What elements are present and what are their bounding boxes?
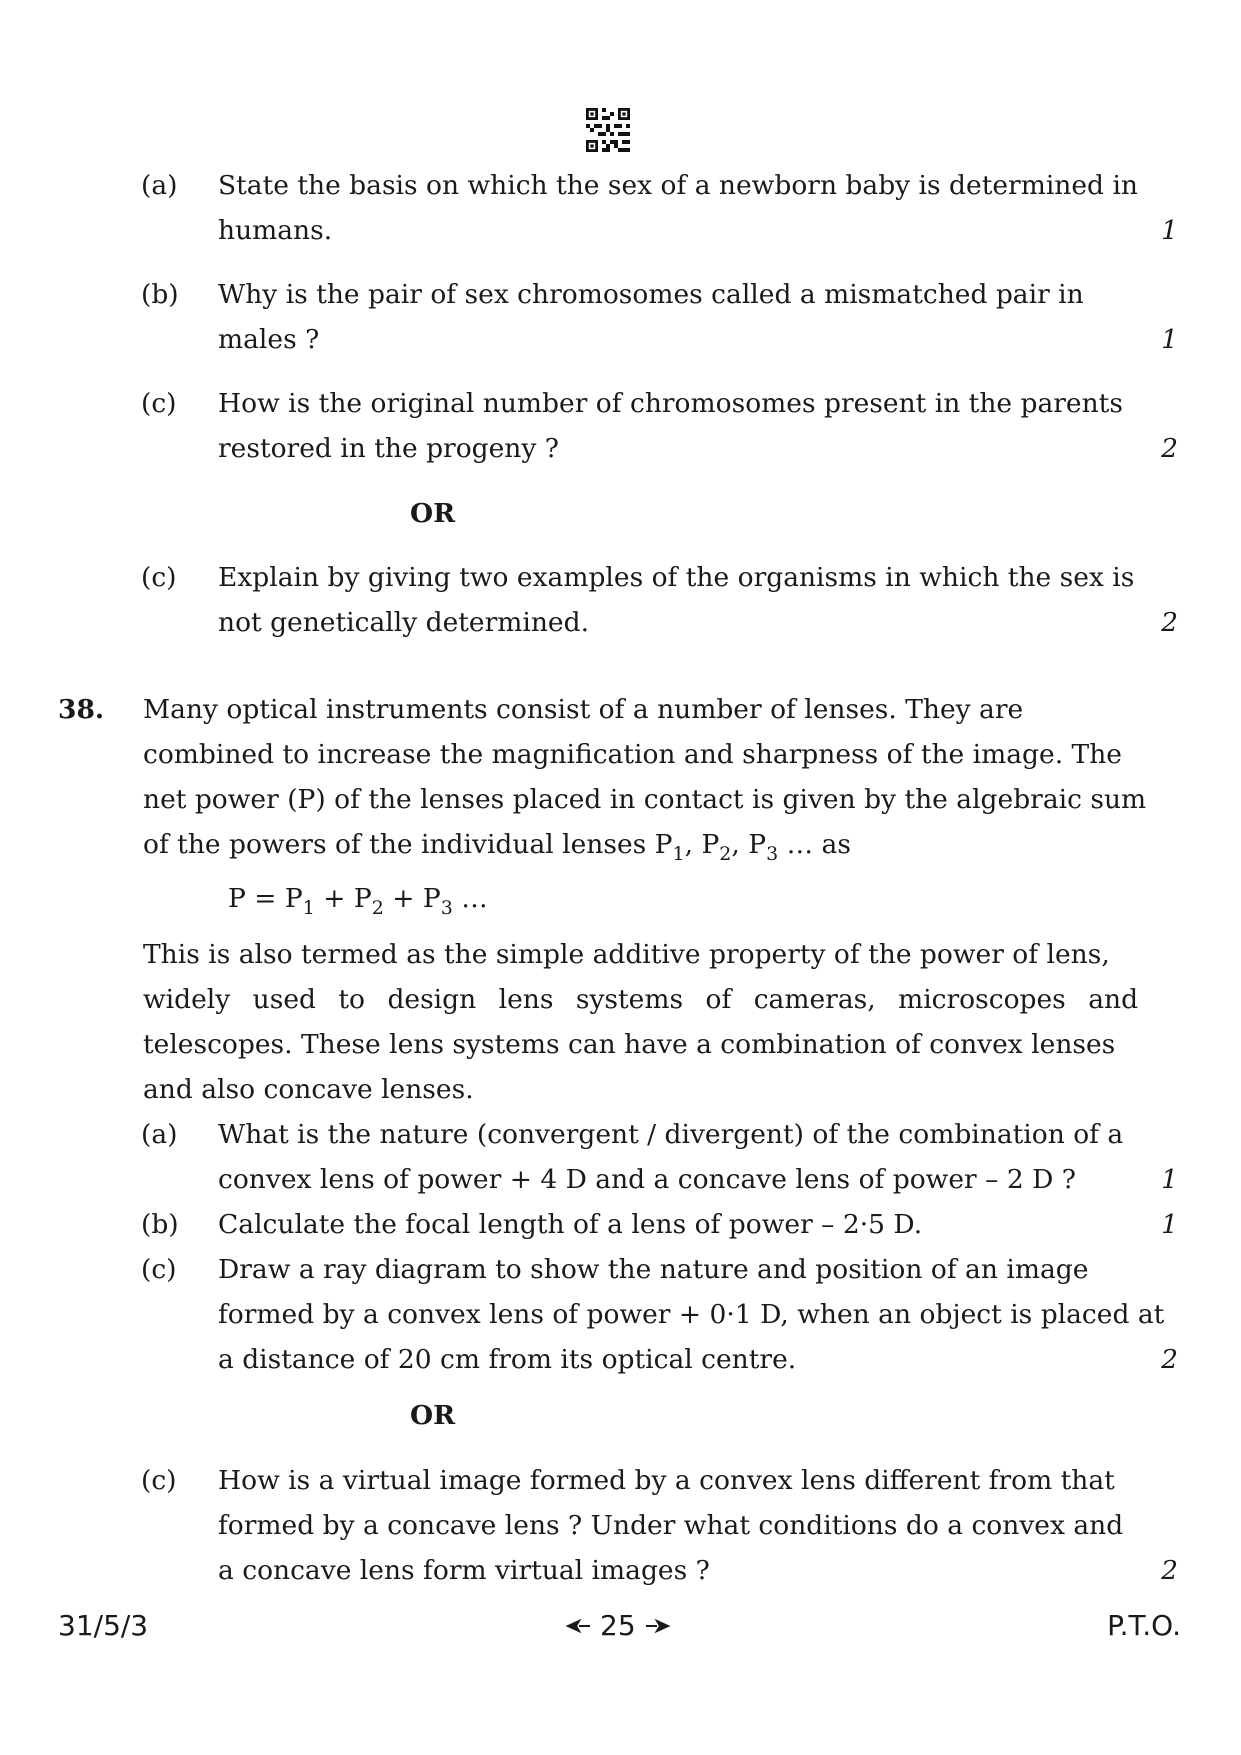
- q37-a-marks: 1: [1161, 215, 1178, 246]
- q37-b-text-line1: Why is the pair of sex chromosomes called a mismatched pair in: [218, 279, 1084, 310]
- q37-b-label: (b): [141, 279, 179, 310]
- q38-b-text-line1: Calculate the focal length of a lens of power – 2·5 D.: [218, 1209, 923, 1240]
- q37-c-alt-text-line2: not genetically determined.: [218, 607, 589, 638]
- q37-a-text-line1: State the basis on which the sex of a newborn baby is determined in: [218, 170, 1138, 201]
- q38-c-alt-text-line3: a concave lens form virtual images ?: [218, 1555, 710, 1586]
- ornament-right-icon: [644, 1618, 670, 1634]
- q38-intro-line3: net power (P) of the lenses placed in contact is given by the algebraic sum: [143, 784, 1147, 815]
- page-number: 25: [600, 1609, 636, 1642]
- q37-a-label: (a): [141, 170, 178, 201]
- q38-a-marks: 1: [1161, 1164, 1178, 1195]
- q38-c-marks: 2: [1161, 1344, 1178, 1375]
- q38-formula: $P = P_1 + P_2 + P_3$ …: [228, 883, 488, 919]
- q38-number: 38.: [58, 694, 105, 725]
- q38-para2-line4: and also concave lenses.: [143, 1074, 474, 1105]
- q38-intro-line4: of the powers of the individual lenses $P_1$, $P_2$, $P_3$ … as: [143, 829, 851, 865]
- q38-a-label: (a): [141, 1119, 178, 1150]
- q38-c-alt-text-line1: How is a virtual image formed by a convex lens different from that: [218, 1465, 1115, 1496]
- q37-a-text-line2: humans.: [218, 215, 333, 246]
- q38-c-alt-label: (c): [141, 1465, 177, 1496]
- q38-para2-line1: This is also termed as the simple additive property of the power of lens,: [143, 939, 1110, 970]
- q37-c-marks: 2: [1161, 433, 1178, 464]
- q38-c-label: (c): [141, 1254, 177, 1285]
- q37-or-divider: OR: [410, 498, 456, 529]
- q37-c-alt-label: (c): [141, 562, 177, 593]
- q37-c-alt-marks: 2: [1161, 607, 1178, 638]
- q38-a-text-line2: convex lens of power + 4 D and a concave lens of power – 2 D ?: [218, 1164, 1076, 1195]
- q38-para2-line2: widely used to design lens systems of cameras, microscopes and: [143, 984, 1139, 1015]
- footer-page-number: [566, 1609, 670, 1642]
- q38-a-text-line1: What is the nature (convergent / divergent) of the combination of a: [218, 1119, 1124, 1150]
- q38-para2-line3: telescopes. These lens systems can have a combination of convex lenses: [143, 1029, 1116, 1060]
- q38-c-text-line1: Draw a ray diagram to show the nature and position of an image: [218, 1254, 1089, 1285]
- q38-c-text-line3: a distance of 20 cm from its optical centre.: [218, 1344, 797, 1375]
- q38-intro-line2: combined to increase the magnification and sharpness of the image. The: [143, 739, 1122, 770]
- q37-c-text-line1: How is the original number of chromosomes present in the parents: [218, 388, 1123, 419]
- footer-pto: P.T.O.: [1107, 1609, 1181, 1642]
- q38-b-marks: 1: [1161, 1209, 1178, 1240]
- q37-c-text-line2: restored in the progeny ?: [218, 433, 559, 464]
- q37-b-marks: 1: [1161, 324, 1178, 355]
- qr-code-icon: [586, 108, 630, 152]
- q38-c-alt-text-line2: formed by a concave lens ? Under what conditions do a convex and: [218, 1510, 1124, 1541]
- q38-b-label: (b): [141, 1209, 179, 1240]
- ornament-left-icon: [566, 1618, 592, 1634]
- q38-c-text-line2: formed by a convex lens of power + 0·1 D, when an object is placed at: [218, 1299, 1165, 1330]
- q38-or-divider: OR: [410, 1400, 456, 1431]
- q37-c-alt-text-line1: Explain by giving two examples of the organisms in which the sex is: [218, 562, 1135, 593]
- q37-b-text-line2: males ?: [218, 324, 320, 355]
- q37-c-label: (c): [141, 388, 177, 419]
- q38-intro-line1: Many optical instruments consist of a number of lenses. They are: [143, 694, 1024, 725]
- footer-paper-code: 31/5/3: [58, 1609, 149, 1642]
- q38-c-alt-marks: 2: [1161, 1555, 1178, 1586]
